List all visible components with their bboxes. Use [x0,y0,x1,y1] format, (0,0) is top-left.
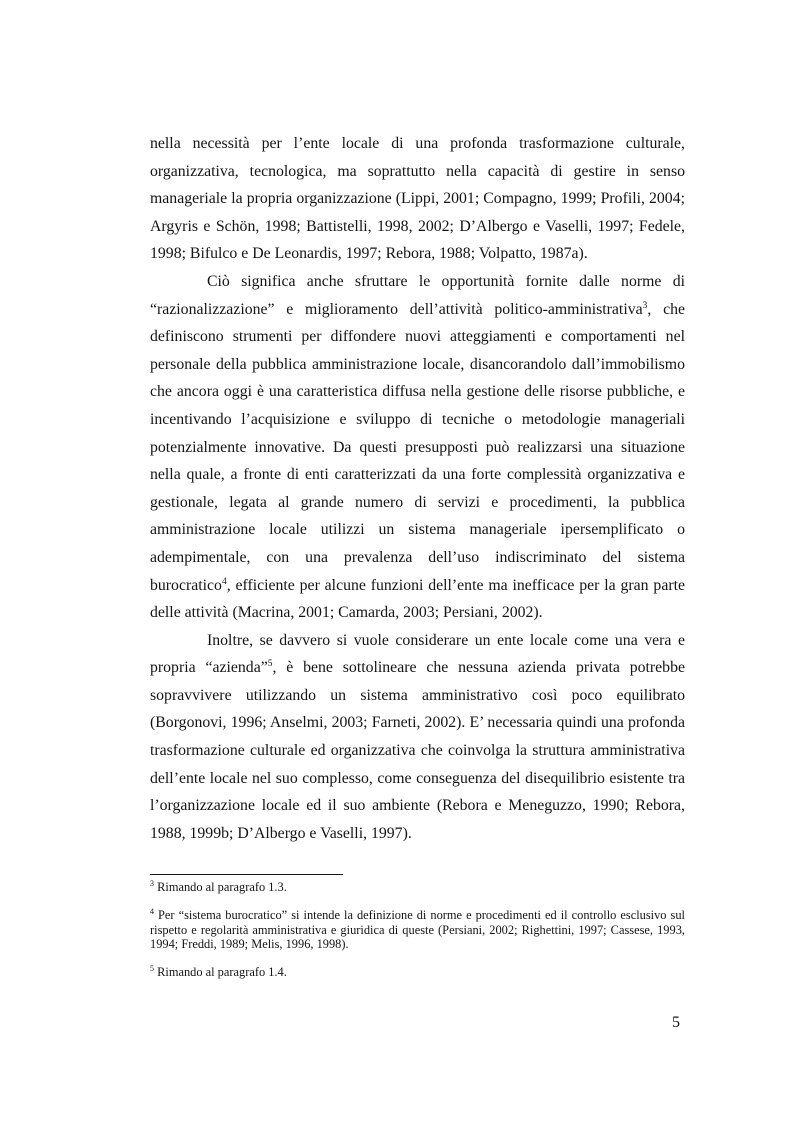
footnote-number: 3 [150,879,154,888]
paragraph-1 [150,130,685,268]
footnote-ref-3: 3 [642,300,648,311]
page-number: 5 [672,1014,680,1031]
footnote-text: Rimando al paragrafo 1.4. [157,965,287,980]
footnote-4 [150,908,685,952]
text-run: Ciò significa anche sfruttare le opportunità fornite dalle norme di “razionalizzazione” e miglioramento dell’attività politico-amministrativa [150,272,685,318]
text-run: , che definiscono strumenti per diffondere nuovi atteggiamenti e comportamenti nel personale della pubblica amministrazione locale, disancorandolo dall’immobilismo che ancora oggi è una caratteristica diffusa nella gestione delle risorse pubbliche, e incentivando l’acquisizione e sviluppo di tecniche o metodologie manageriali potenzialmente innovative. Da questi presupposti può realizzarsi una situazione nella quale, a fronte di enti caratterizzati da una forte complessità organizzativa e gestionale, legata al grande numero di servizi e procedimenti, la pubblica amministrazione locale utilizzi un sistema manageriale ipersemplificato o adempimentale, con una prevalenza dell’uso indiscriminato del sistema burocratico [150,300,685,594]
footnotes [150,880,685,993]
footnote-number: 4 [150,906,154,916]
footnote-5 [150,965,685,980]
text-run: , efficiente per alcune funzioni dell’ente ma inefficace per la gran parte delle attività (Macrina, 2001; Camarda, 2003; Persiani, 2002). [150,576,685,622]
footnote-separator [150,874,343,875]
footnote-number: 5 [150,964,154,974]
text-run: , è bene sottolineare che nessuna azienda privata potrebbe sopravvivere utilizzando un sistema amministrativo così poco equilibrato (Borgonovi, 1996; Anselmi, 2003; Farneti, 2002). E’ necessaria quindi una profonda trasformazione culturale ed organizzativa che coinvolga la struttura amministrativa dell’ente locale nel suo complesso, come conseguenza del disequilibrio esistente tra l’organizzazione locale ed il suo ambiente (Rebora e Meneguzzo, 1990; Rebora, 1988, 1999b; D’Albergo e Vaselli, 1997). [150,659,685,842]
footnote-text: Rimando al paragrafo 1.3. [157,880,287,894]
footnote-text: Per “sistema burocratico” si intende la definizione di norme e procedimenti ed il controllo esclusivo sul rispetto e regolarità amministrativa e giuridica di queste (Persiani, 2002; Righettini, 1997; Cassese, 1993, 1994; Freddi, 1989; Melis, 1996, 1998). [150,907,685,952]
text-run: nella necessità per l’ente locale di una profonda trasformazione culturale, organizzativa, tecnologica, ma soprattutto nella capacità di gestire in senso manageriale la propria organizzazione (Lippi, 2001; Compagno, 1999; Profili, 2004; Argyris e Schön, 1998; Battistelli, 1998, 2002; D’Albergo e Vaselli, 1997; Fedele, 1998; Bifulco e De Leonardis, 1997; Rebora, 1988; Volpatto, 1987a). [150,135,685,263]
body-text [150,130,685,847]
footnote-ref-5: 5 [267,659,273,670]
paragraph-3 [150,627,685,848]
footnote-3 [150,880,685,895]
text-run: Inoltre, se davvero si vuole considerare un ente locale come una vera e propria “azienda” [150,631,685,677]
footnote-ref-4: 4 [221,576,227,587]
paragraph-2 [150,268,685,627]
